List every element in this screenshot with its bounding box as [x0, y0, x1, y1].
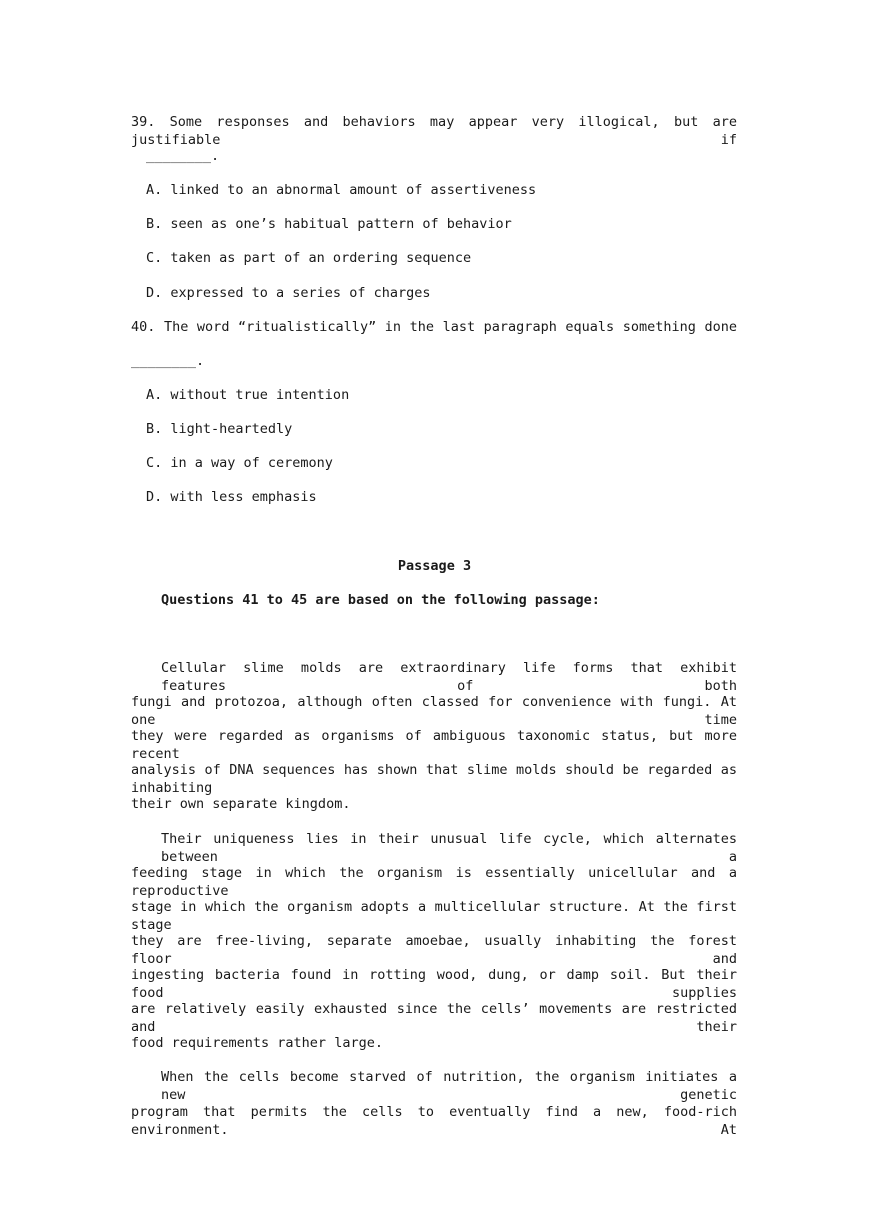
passage-line: stage in which the organism adopts a multicellular structure. At the first stage: [131, 899, 737, 933]
q39-option-d: D. expressed to a series of charges: [146, 285, 431, 301]
passage-line: Their uniqueness lies in their unusual life cycle, which alternates between a: [161, 831, 737, 865]
q39-option-a: A. linked to an abnormal amount of assertiveness: [146, 182, 537, 198]
passage-title: Passage 3: [397, 558, 472, 574]
q40-option-d: D. with less emphasis: [146, 489, 317, 505]
passage-line: their own separate kingdom.: [131, 796, 351, 812]
passage-line: they were regarded as organisms of ambiguous taxonomic status, but more recent: [131, 728, 737, 762]
passage-line: ingesting bacteria found in rotting wood, dung, or damp soil. But their food supplies: [131, 967, 737, 1001]
passage-line: analysis of DNA sequences has shown that slime molds should be regarded as inhabiting: [131, 762, 737, 796]
passage-line: When the cells become starved of nutrition, the organism initiates a new genetic: [161, 1069, 737, 1103]
passage-line: are relatively easily exhausted since the cells’ movements are restricted and their: [131, 1001, 737, 1035]
passage-line: Cellular slime molds are extraordinary life forms that exhibit features of both: [161, 660, 737, 694]
q40-option-a: A. without true intention: [146, 387, 350, 403]
q40-option-c: C. in a way of ceremony: [146, 455, 333, 471]
passage-line: fungi and protozoa, although often classed for convenience with fungi. At one time: [131, 694, 737, 728]
q39-option-c: C. taken as part of an ordering sequence: [146, 250, 472, 266]
passage-line: program that permits the cells to eventually find a new, food-rich environment. At: [131, 1104, 737, 1138]
q40-option-b: B. light-heartedly: [146, 421, 293, 437]
q40-blank: ________.: [131, 353, 205, 369]
q39-blank: ________.: [146, 148, 220, 164]
q39-option-b: B. seen as one’s habitual pattern of behavior: [146, 216, 512, 232]
q40-stem-line1: 40. The word “ritualistically” in the last paragraph equals something done: [131, 319, 737, 335]
passage-line: they are free-living, separate amoebae, usually inhabiting the forest floor and: [131, 933, 737, 967]
passage-line: feeding stage in which the organism is essentially unicellular and a reproductive: [131, 865, 737, 899]
passage-line: food requirements rather large.: [131, 1035, 383, 1051]
q39-stem-line1: 39. Some responses and behaviors may appear very illogical, but are justifiable if: [131, 114, 737, 148]
passage-instruction: Questions 41 to 45 are based on the following passage:: [161, 592, 600, 608]
